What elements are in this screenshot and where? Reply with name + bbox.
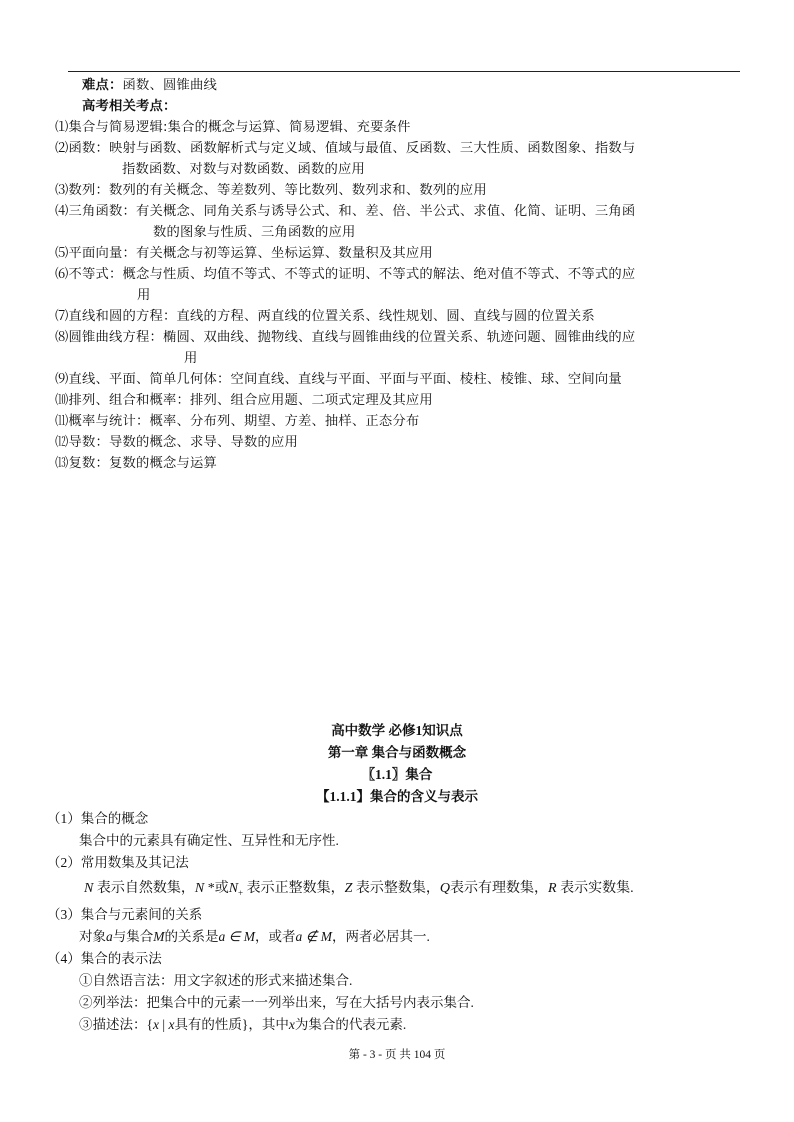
- header-rule: [68, 71, 740, 72]
- text-reals: 表示实数集.: [556, 881, 634, 896]
- symbol-N: N: [84, 881, 94, 896]
- symbol-plus: +: [238, 887, 244, 898]
- chapter-title: 第一章 集合与函数概念: [327, 745, 467, 760]
- text-naturals: 表示自然数集，: [93, 881, 195, 896]
- text-with-set: 与集合: [112, 929, 154, 944]
- difficulty-text: 函数、圆锥曲线: [122, 78, 217, 93]
- difficulty-label: 难点：: [82, 78, 123, 93]
- text-positive-integers: 表示正整数集，: [243, 881, 345, 896]
- symbol-bar: |: [158, 1017, 169, 1032]
- method-enumeration: ②列举法：把集合中的元素一一列举出来，写在大括号内表示集合.: [79, 995, 474, 1010]
- relation-notin: a ∉ M: [295, 929, 333, 944]
- text-object: 对象: [79, 929, 106, 944]
- symbol-a: a: [106, 929, 113, 944]
- text-integers: 表示整数集，: [352, 881, 440, 896]
- relation-in: a ∈ M: [218, 929, 256, 944]
- topic-item-6: ⑹不等式：概念与性质、均值不等式、不等式的证明、不等式的解法、绝对值不等式、不等式的应: [55, 267, 636, 282]
- difficulty-line: [82, 77, 217, 95]
- text-or-else: ，或者: [255, 929, 296, 944]
- text-rationals: 表示有理数集，: [450, 881, 549, 896]
- topic-item-8: ⑻圆锥曲线方程：椭圆、双曲线、抛物线、直线与圆锥曲线的位置关系、轨迹问题、圆锥曲线的应: [55, 330, 636, 345]
- para2-heading: （2）常用数集及其记法: [47, 855, 189, 870]
- para1-text: 集合中的元素具有确定性、互异性和无序性.: [79, 833, 339, 848]
- symbol-x2: x: [168, 1017, 175, 1032]
- symbol-Z: Z: [344, 881, 353, 896]
- subsubsection-title: 【1.1.1】集合的含义与表示: [316, 789, 478, 804]
- topic-item-2: ⑵函数：映射与函数、函数解析式与定义域、值域与最值、反函数、三大性质、函数图象、指数与: [55, 141, 636, 156]
- topic-item-12: ⑿导数：导数的概念、求导、导数的应用: [55, 435, 298, 450]
- text-desc-end: 为集合的代表元素.: [294, 1017, 407, 1032]
- topic-item-4: ⑷三角函数：有关概念、同角关系与诱导公式、和、差、倍、半公式、求值、化简、证明、三角函: [55, 204, 636, 219]
- topic-item-10: ⑽排列、组合和概率：排列、组合应用题、二项式定理及其应用: [55, 393, 433, 408]
- page-footer: 第 - 3 - 页 共 104 页: [348, 1049, 446, 1061]
- symbol-x: x: [152, 1017, 159, 1032]
- symbol-Q: Q: [439, 881, 451, 896]
- topic-item-13: ⒀复数：复数的概念与运算: [55, 456, 217, 471]
- symbol-M: M: [153, 929, 165, 944]
- section-title: 高中数学 必修1知识点: [331, 723, 463, 738]
- subsection-title: 〖1.1〗集合: [361, 767, 433, 782]
- topic-item-2-cont: 指数函数、对数与对数函数、函数的应用: [122, 162, 365, 177]
- topic-item-6-cont: 用: [137, 288, 151, 303]
- topic-item-4-cont: 数的图象与性质、三角函数的应用: [153, 225, 356, 240]
- symbol-R: R: [548, 881, 557, 896]
- topic-item-7: ⑺直线和圆的方程：直线的方程、两直线的位置关系、线性规划、圆、直线与圆的位置关系: [55, 309, 595, 324]
- method-natural-language: ①自然语言法：用文字叙述的形式来描述集合.: [79, 973, 353, 988]
- topic-item-5: ⑸平面向量：有关概念与初等运算、坐标运算、数量积及其应用: [55, 246, 433, 261]
- para4-heading: （4）集合的表示法: [47, 951, 162, 966]
- para3-heading: （3）集合与元素间的关系: [47, 907, 203, 922]
- gaokao-title: 高考相关考点：: [82, 99, 177, 114]
- text-or: 或: [214, 881, 229, 896]
- symbol-x3: x: [288, 1017, 295, 1032]
- text-one-of-two: ，两者必居其一.: [332, 929, 430, 944]
- topic-item-1: ⑴集合与简易逻辑:集合的概念与运算、简易逻辑、充要条件: [55, 120, 411, 135]
- number-sets-line: [84, 880, 634, 902]
- para1-heading: （1）集合的概念: [47, 811, 149, 826]
- symbol-Nplus: N: [228, 881, 239, 896]
- text-desc-start: ③描述法：{: [79, 1017, 153, 1032]
- text-relation-is: 的关系是: [164, 929, 219, 944]
- topic-item-8-cont: 用: [184, 351, 198, 366]
- membership-line: [79, 928, 430, 946]
- topic-item-11: ⑾概率与统计：概率、分布列、期望、方差、抽样、正态分布: [55, 414, 420, 429]
- text-desc-mid: 具有的性质}，其中: [174, 1017, 289, 1032]
- method-description: [79, 1016, 406, 1034]
- symbol-Nstar: N: [194, 881, 205, 896]
- topic-item-9: ⑼直线、平面、简单几何体：空间直线、直线与平面、平面与平面、棱柱、棱锥、球、空间向量: [55, 372, 622, 387]
- symbol-star: *: [204, 881, 215, 896]
- topic-item-3: ⑶数列：数列的有关概念、等差数列、等比数列、数列求和、数列的应用: [55, 183, 487, 198]
